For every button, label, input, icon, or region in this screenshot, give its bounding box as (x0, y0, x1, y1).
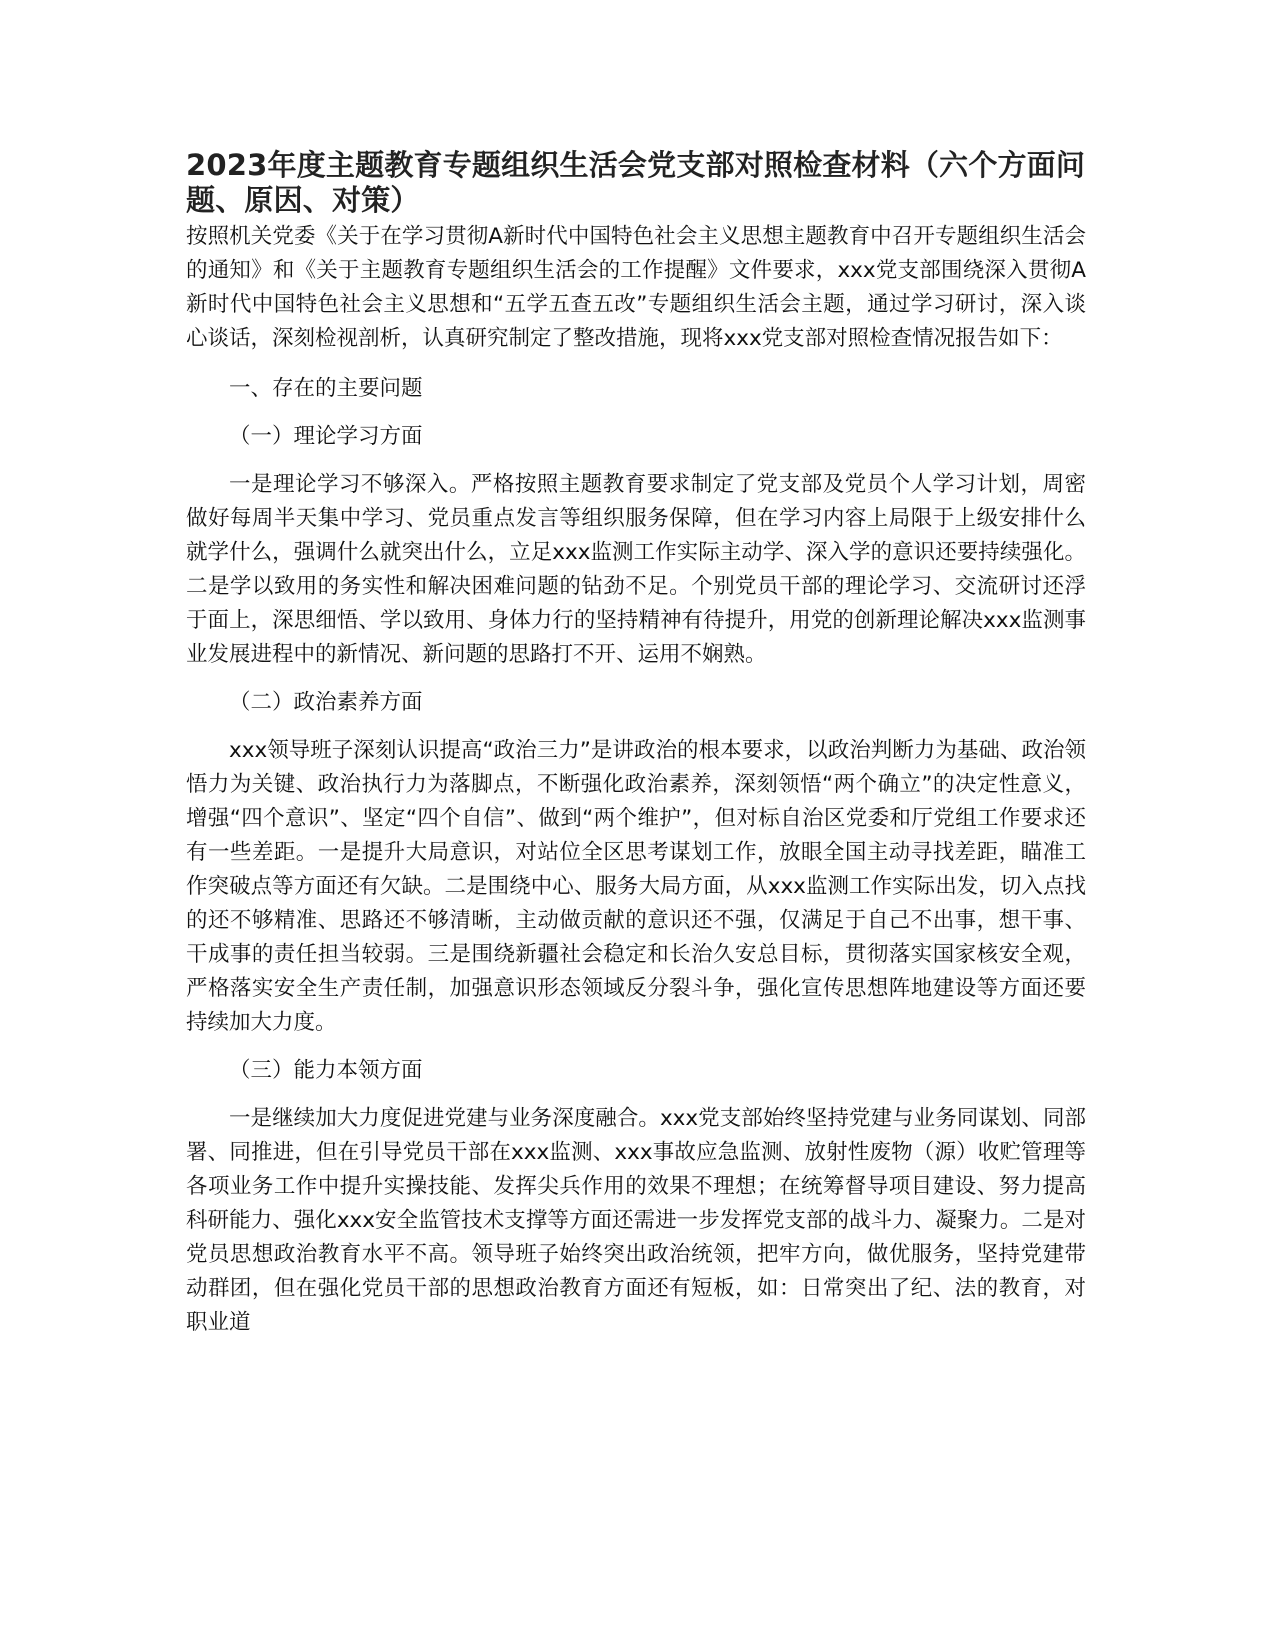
subsection-heading-capability: （三）能力本领方面 (229, 1058, 423, 1083)
paragraph-theory-study: 一是理论学习不够深入。严格按照主题教育要求制定了党支部及党员个人学习计划，周密做好每周半天集中学习、党员重点发言等组织服务保障，但在学习内容上局限于上级安排什么就学什么，强调什么就突出什么，立足xxx监测工作实际主动学、深入学的意识还要持续强化。二是学以致用的务实性和解决困难问题的钻劲不足。个别党员干部的理论学习、交流研讨还浮于面上，深思细悟、学以致用、身体力行的坚持精神有待提升，用党的创新理论解决xxx监测事业发展进程中的新情况、新问题的思路打不开、运用不娴熟。 (186, 472, 1086, 667)
paragraph-capability: 一是继续加大力度促进党建与业务深度融合。xxx党支部始终坚持党建与业务同谋划、同部署、同推进，但在引导党员干部在xxx监测、xxx事故应急监测、放射性废物（源）收贮管理等各项业务工作中提升实操技能、发挥尖兵作用的效果不理想；在统筹督导项目建设、努力提高科研能力、强化xxx安全监管技术支撑等方面还需进一步发挥党支部的战斗力、凝聚力。二是对党员思想政治教育水平不高。领导班子始终突出政治统领，把牢方向，做优服务，坚持党建带动群团，但在强化党员干部的思想政治教育方面还有短板，如：日常突出了纪、法的教育，对职业道 (186, 1106, 1086, 1335)
subsection-heading-theory-study: （一）理论学习方面 (229, 424, 423, 449)
intro-paragraph: 按照机关党委《关于在学习贯彻A新时代中国特色社会主义思想主题教育中召开专题组织生活会的通知》和《关于主题教育专题组织生活会的工作提醒》文件要求，xxx党支部围绕深入贯彻A新时代中国特色社会主义思想和“五学五查五改”专题组织生活会主题，通过学习研讨，深入谈心谈话，深刻检视剖析，认真研究制定了整改措施，现将xxx党支部对照检查情况报告如下： (186, 224, 1086, 351)
document-title: 2023年度主题教育专题组织生活会党支部对照检查材料（六个方面问题、原因、对策） (186, 148, 1086, 217)
section-heading-main-problems: 一、存在的主要问题 (229, 376, 423, 401)
document-body (186, 148, 1086, 1340)
paragraph-political-quality: xxx领导班子深刻认识提高“政治三力”是讲政治的根本要求，以政治判断力为基础、政治领悟力为关键、政治执行力为落脚点，不断强化政治素养，深刻领悟“两个确立”的决定性意义，增强“四个意识”、坚定“四个自信”、做到“两个维护”，但对标自治区党委和厅党组工作要求还有一些差距。一是提升大局意识，对站位全区思考谋划工作，放眼全国主动寻找差距，瞄准工作突破点等方面还有欠缺。二是围绕中心、服务大局方面，从xxx监测工作实际出发，切入点找的还不够精准、思路还不够清晰，主动做贡献的意识还不强，仅满足于自己不出事，想干事、干成事的责任担当较弱。三是围绕新疆社会稳定和长治久安总目标，贯彻落实国家核安全观，严格落实安全生产责任制，加强意识形态领域反分裂斗争，强化宣传思想阵地建设等方面还要持续加大力度。 (186, 738, 1086, 1035)
subsection-heading-political-quality: （二）政治素养方面 (229, 690, 423, 715)
